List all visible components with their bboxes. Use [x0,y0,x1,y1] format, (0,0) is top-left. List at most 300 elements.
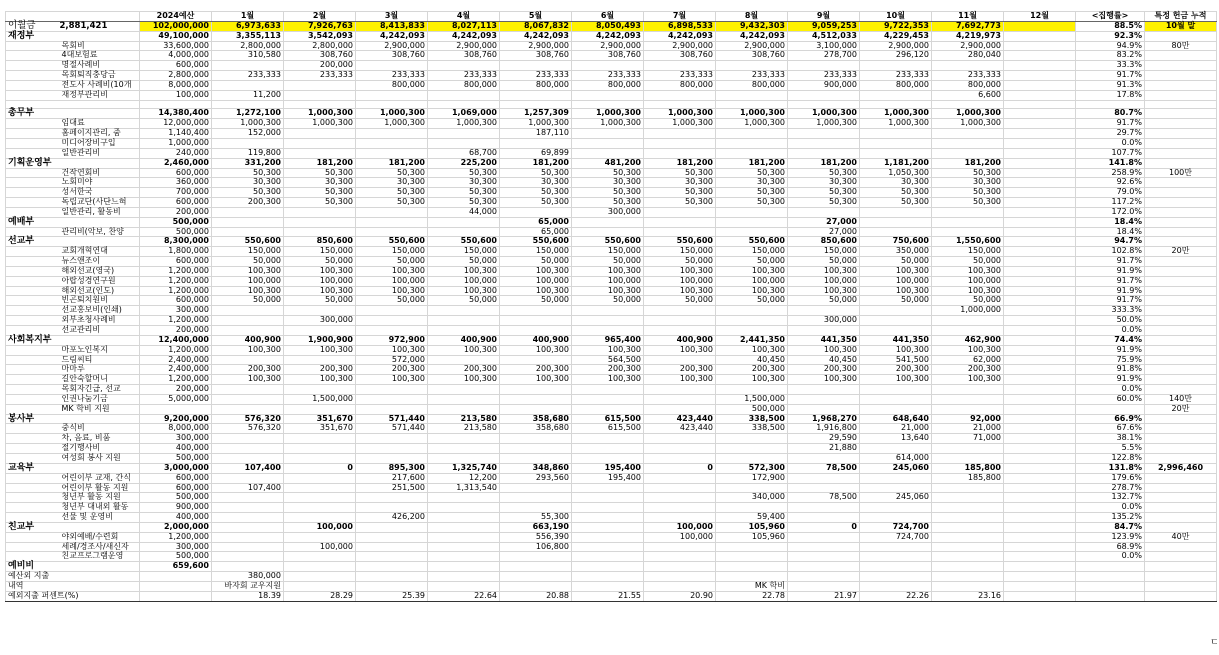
value-cell[interactable] [932,552,1004,562]
value-cell[interactable] [500,385,572,395]
value-cell[interactable] [644,493,716,503]
value-cell[interactable] [788,581,860,591]
value-cell[interactable] [284,552,356,562]
value-cell[interactable] [212,138,284,148]
value-cell[interactable]: 91.9% [1076,375,1145,385]
value-cell[interactable]: 233,333 [932,71,1004,81]
value-cell[interactable] [1145,473,1217,483]
value-cell[interactable]: 100,300 [284,375,356,385]
value-cell[interactable] [356,434,428,444]
value-cell[interactable] [1004,90,1076,100]
value-cell[interactable] [1004,355,1076,365]
value-cell[interactable]: 8,000,000 [140,80,212,90]
header-cell[interactable]: 1월 [212,12,284,22]
value-cell[interactable]: 30,300 [356,178,428,188]
value-cell[interactable]: 30,300 [716,178,788,188]
value-cell[interactable] [1145,138,1217,148]
value-cell[interactable]: 91.7% [1076,296,1145,306]
value-cell[interactable]: 50,300 [788,198,860,208]
value-cell[interactable]: 107,400 [212,463,284,473]
value-cell[interactable] [428,217,500,227]
value-cell[interactable]: 663,190 [500,522,572,532]
value-cell[interactable]: 1,000,300 [428,119,500,129]
value-cell[interactable] [1004,257,1076,267]
value-cell[interactable]: 21,000 [932,424,1004,434]
value-cell[interactable] [212,522,284,532]
value-cell[interactable] [212,385,284,395]
item-label-cell[interactable]: 차, 음료, 비품 [58,434,140,444]
value-cell[interactable]: 541,500 [860,355,932,365]
value-cell[interactable]: 66.9% [1076,414,1145,424]
value-cell[interactable]: 50,300 [788,168,860,178]
category-cell[interactable] [6,365,58,375]
value-cell[interactable] [140,591,212,601]
value-cell[interactable] [572,572,644,582]
value-cell[interactable]: 100,300 [860,345,932,355]
value-cell[interactable]: 100,000 [284,522,356,532]
value-cell[interactable]: 1,000,300 [356,119,428,129]
value-cell[interactable]: 850,600 [284,237,356,247]
value-cell[interactable] [716,148,788,158]
value-cell[interactable] [1004,532,1076,542]
value-cell[interactable]: 308,760 [428,51,500,61]
value-cell[interactable] [1145,266,1217,276]
category-cell[interactable]: 선교부 [6,237,58,247]
value-cell[interactable] [932,444,1004,454]
value-cell[interactable] [1145,31,1217,41]
value-cell[interactable]: 1,272,100 [212,109,284,119]
value-cell[interactable] [284,503,356,513]
value-cell[interactable]: 576,320 [212,424,284,434]
value-cell[interactable]: 20.90 [644,591,716,601]
value-cell[interactable]: 400,900 [644,335,716,345]
value-cell[interactable]: 135.2% [1076,513,1145,523]
item-label-cell[interactable]: 재정부관리비 [58,90,140,100]
value-cell[interactable] [860,148,932,158]
value-cell[interactable]: 78,500 [788,463,860,473]
value-cell[interactable]: 100,300 [860,266,932,276]
item-label-cell[interactable]: 2,881,421 [58,21,140,31]
value-cell[interactable]: 50,300 [428,198,500,208]
category-cell[interactable] [6,207,58,217]
category-cell[interactable]: 예외지출 퍼센트(%) [6,591,58,601]
value-cell[interactable]: 21,000 [860,424,932,434]
value-cell[interactable]: 172.0% [1076,207,1145,217]
value-cell[interactable] [1076,581,1145,591]
item-label-cell[interactable]: 어린이부 활동 지원 [58,483,140,493]
value-cell[interactable] [1004,188,1076,198]
value-cell[interactable]: 33,600,000 [140,41,212,51]
value-cell[interactable]: 185,800 [932,463,1004,473]
value-cell[interactable] [500,207,572,217]
value-cell[interactable] [1145,129,1217,139]
value-cell[interactable] [212,80,284,90]
category-cell[interactable] [6,41,58,51]
item-label-cell[interactable]: 빈곤퇴치원비 [58,296,140,306]
value-cell[interactable]: 100,300 [716,266,788,276]
value-cell[interactable] [1145,198,1217,208]
value-cell[interactable] [1145,503,1217,513]
value-cell[interactable] [1145,109,1217,119]
value-cell[interactable]: 50,300 [644,198,716,208]
value-cell[interactable]: 500,000 [140,217,212,227]
value-cell[interactable] [1004,129,1076,139]
value-cell[interactable]: 100,300 [932,266,1004,276]
value-cell[interactable] [1145,51,1217,61]
value-cell[interactable]: 100,000 [500,276,572,286]
item-label-cell[interactable] [58,522,140,532]
value-cell[interactable] [788,148,860,158]
value-cell[interactable]: 50,000 [860,296,932,306]
value-cell[interactable]: 181,200 [500,158,572,168]
value-cell[interactable] [1076,404,1145,414]
value-cell[interactable] [428,453,500,463]
value-cell[interactable] [1145,493,1217,503]
value-cell[interactable]: 100,300 [644,286,716,296]
value-cell[interactable] [1145,217,1217,227]
value-cell[interactable] [932,207,1004,217]
value-cell[interactable] [644,404,716,414]
value-cell[interactable] [644,542,716,552]
category-cell[interactable] [6,296,58,306]
value-cell[interactable] [572,503,644,513]
value-cell[interactable]: 78,500 [788,493,860,503]
value-cell[interactable]: 2,900,000 [644,41,716,51]
value-cell[interactable]: 233,333 [428,71,500,81]
value-cell[interactable]: 200,300 [644,365,716,375]
value-cell[interactable]: 1,200,000 [140,375,212,385]
value-cell[interactable] [500,483,572,493]
value-cell[interactable]: 1,500,000 [716,394,788,404]
value-cell[interactable]: 200,300 [572,365,644,375]
value-cell[interactable]: 245,060 [860,463,932,473]
value-cell[interactable]: 105,960 [716,522,788,532]
value-cell[interactable]: 100,300 [932,345,1004,355]
category-cell[interactable] [6,434,58,444]
value-cell[interactable]: 800,000 [356,80,428,90]
value-cell[interactable]: 12,400,000 [140,335,212,345]
value-cell[interactable]: 100,300 [212,345,284,355]
category-cell[interactable] [6,424,58,434]
category-cell[interactable] [6,513,58,523]
item-label-cell[interactable]: 마포노인복지 [58,345,140,355]
value-cell[interactable]: 213,580 [428,424,500,434]
value-cell[interactable] [1004,21,1076,31]
value-cell[interactable]: 181,200 [644,158,716,168]
value-cell[interactable]: 50,300 [500,198,572,208]
value-cell[interactable] [1145,90,1217,100]
value-cell[interactable]: 0 [284,463,356,473]
value-cell[interactable]: 181,200 [788,158,860,168]
value-cell[interactable]: 100,300 [716,345,788,355]
value-cell[interactable] [212,493,284,503]
value-cell[interactable] [1004,296,1076,306]
value-cell[interactable]: 1,000,300 [716,119,788,129]
value-cell[interactable]: 100,000 [788,276,860,286]
value-cell[interactable]: 423,440 [644,424,716,434]
value-cell[interactable]: 100,300 [716,286,788,296]
value-cell[interactable] [356,207,428,217]
category-cell[interactable] [6,119,58,129]
value-cell[interactable]: 91.9% [1076,266,1145,276]
value-cell[interactable]: 150,000 [212,247,284,257]
category-cell[interactable] [6,394,58,404]
value-cell[interactable] [1004,227,1076,237]
value-cell[interactable] [644,572,716,582]
value-cell[interactable]: 1,000,300 [932,119,1004,129]
value-cell[interactable]: 100,000 [428,276,500,286]
value-cell[interactable] [140,404,212,414]
value-cell[interactable]: 150,000 [716,247,788,257]
value-cell[interactable] [788,473,860,483]
value-cell[interactable] [644,394,716,404]
value-cell[interactable]: 200,300 [860,365,932,375]
value-cell[interactable]: 200,000 [140,207,212,217]
item-label-cell[interactable]: 절기행사비 [58,444,140,454]
header-cell[interactable]: 2월 [284,12,356,22]
value-cell[interactable]: 30,300 [644,178,716,188]
value-cell[interactable] [1145,434,1217,444]
value-cell[interactable]: 100,300 [788,345,860,355]
value-cell[interactable]: 40만 [1145,532,1217,542]
value-cell[interactable] [644,513,716,523]
value-cell[interactable] [644,581,716,591]
value-cell[interactable] [212,217,284,227]
value-cell[interactable] [716,385,788,395]
category-cell[interactable] [6,493,58,503]
value-cell[interactable]: 9,432,303 [716,21,788,31]
value-cell[interactable] [1145,424,1217,434]
value-cell[interactable]: 22.26 [860,591,932,601]
value-cell[interactable]: 50,300 [284,168,356,178]
category-cell[interactable] [6,483,58,493]
value-cell[interactable] [212,473,284,483]
value-cell[interactable] [1145,316,1217,326]
value-cell[interactable]: 1,000,300 [356,109,428,119]
value-cell[interactable]: 25.39 [356,591,428,601]
item-label-cell[interactable]: 여성회 봉사 지원 [58,453,140,463]
value-cell[interactable]: 18.39 [212,591,284,601]
value-cell[interactable]: 12,200 [428,473,500,483]
header-cell[interactable]: 4월 [428,12,500,22]
value-cell[interactable]: 50,300 [500,188,572,198]
value-cell[interactable]: 55,300 [500,513,572,523]
value-cell[interactable] [788,572,860,582]
value-cell[interactable]: 29,590 [788,434,860,444]
header-cell[interactable]: 12월 [1004,12,1076,22]
value-cell[interactable]: 4,219,973 [932,31,1004,41]
value-cell[interactable] [500,493,572,503]
value-cell[interactable]: 100,000 [356,276,428,286]
value-cell[interactable] [932,493,1004,503]
value-cell[interactable] [572,326,644,336]
value-cell[interactable] [428,513,500,523]
value-cell[interactable] [716,444,788,454]
value-cell[interactable] [1004,444,1076,454]
value-cell[interactable] [428,503,500,513]
value-cell[interactable] [356,552,428,562]
value-cell[interactable]: 659,600 [140,562,212,572]
category-cell[interactable] [6,247,58,257]
value-cell[interactable]: 50,300 [500,168,572,178]
value-cell[interactable]: 550,600 [500,237,572,247]
value-cell[interactable]: 181,200 [284,158,356,168]
value-cell[interactable]: 564,500 [572,355,644,365]
value-cell[interactable] [212,404,284,414]
value-cell[interactable]: 50,000 [644,257,716,267]
value-cell[interactable] [428,552,500,562]
category-cell[interactable] [6,316,58,326]
value-cell[interactable]: 4,242,093 [500,31,572,41]
value-cell[interactable]: 83.2% [1076,51,1145,61]
value-cell[interactable]: 333.3% [1076,306,1145,316]
value-cell[interactable]: 6,600 [932,90,1004,100]
value-cell[interactable]: 1,000,300 [860,109,932,119]
value-cell[interactable] [860,217,932,227]
value-cell[interactable]: 423,440 [644,414,716,424]
value-cell[interactable] [932,316,1004,326]
value-cell[interactable]: 100,000 [284,276,356,286]
value-cell[interactable] [500,138,572,148]
value-cell[interactable]: 4,242,093 [644,31,716,41]
value-cell[interactable]: 200,300 [284,365,356,375]
value-cell[interactable] [1145,227,1217,237]
value-cell[interactable] [284,80,356,90]
value-cell[interactable] [1004,414,1076,424]
category-cell[interactable] [6,276,58,286]
value-cell[interactable]: 181,200 [716,158,788,168]
value-cell[interactable] [1076,572,1145,582]
value-cell[interactable]: 358,680 [500,414,572,424]
value-cell[interactable]: 8,413,833 [356,21,428,31]
value-cell[interactable] [1004,217,1076,227]
value-cell[interactable] [644,207,716,217]
value-cell[interactable]: 119,800 [212,148,284,158]
value-cell[interactable] [572,542,644,552]
category-cell[interactable] [6,178,58,188]
value-cell[interactable]: 50,300 [932,198,1004,208]
value-cell[interactable] [1004,326,1076,336]
value-cell[interactable] [212,453,284,463]
value-cell[interactable]: 2,900,000 [428,41,500,51]
value-cell[interactable] [860,129,932,139]
value-cell[interactable] [716,138,788,148]
category-cell[interactable]: 친교부 [6,522,58,532]
category-cell[interactable] [6,198,58,208]
value-cell[interactable]: 100,300 [428,375,500,385]
value-cell[interactable] [284,148,356,158]
category-cell[interactable] [6,80,58,90]
item-label-cell[interactable]: 건작연회비 [58,168,140,178]
value-cell[interactable]: 50,300 [356,168,428,178]
value-cell[interactable]: 400,000 [140,513,212,523]
value-cell[interactable]: 91.9% [1076,286,1145,296]
value-cell[interactable]: 200,000 [140,385,212,395]
value-cell[interactable] [572,129,644,139]
value-cell[interactable]: 27,000 [788,227,860,237]
value-cell[interactable] [1004,463,1076,473]
value-cell[interactable] [572,444,644,454]
value-cell[interactable] [1004,503,1076,513]
value-cell[interactable]: 30,300 [428,178,500,188]
value-cell[interactable]: 67.6% [1076,424,1145,434]
value-cell[interactable] [788,326,860,336]
item-label-cell[interactable]: 드림씨티 [58,355,140,365]
value-cell[interactable] [1004,237,1076,247]
value-cell[interactable]: 30,300 [500,178,572,188]
value-cell[interactable]: 100,300 [716,375,788,385]
value-cell[interactable]: 462,900 [932,335,1004,345]
category-cell[interactable] [6,129,58,139]
value-cell[interactable] [1004,168,1076,178]
value-cell[interactable]: 68,700 [428,148,500,158]
value-cell[interactable]: 150,000 [932,247,1004,257]
value-cell[interactable]: 308,760 [356,51,428,61]
value-cell[interactable]: 308,760 [644,51,716,61]
value-cell[interactable]: 614,000 [860,453,932,463]
item-label-cell[interactable]: 마마루 [58,365,140,375]
header-cell[interactable]: 5월 [500,12,572,22]
value-cell[interactable]: 800,000 [860,80,932,90]
value-cell[interactable]: 296,120 [860,51,932,61]
value-cell[interactable] [1004,286,1076,296]
value-cell[interactable]: 0 [788,522,860,532]
value-cell[interactable]: 800,000 [500,80,572,90]
value-cell[interactable]: 50,000 [356,257,428,267]
value-cell[interactable]: 71,000 [932,434,1004,444]
value-cell[interactable]: 23.16 [932,591,1004,601]
value-cell[interactable] [1004,41,1076,51]
category-cell[interactable] [6,385,58,395]
value-cell[interactable]: 600,000 [140,483,212,493]
value-cell[interactable] [428,138,500,148]
value-cell[interactable]: 100,300 [572,286,644,296]
value-cell[interactable]: 17.8% [1076,90,1145,100]
value-cell[interactable]: 50,000 [860,257,932,267]
value-cell[interactable]: 50,000 [284,296,356,306]
value-cell[interactable] [1004,513,1076,523]
item-label-cell[interactable]: 중식비 [58,424,140,434]
value-cell[interactable] [1145,385,1217,395]
value-cell[interactable] [860,404,932,414]
value-cell[interactable] [1004,394,1076,404]
value-cell[interactable] [284,453,356,463]
header-cell[interactable]: 3월 [356,12,428,22]
value-cell[interactable]: 80만 [1145,41,1217,51]
value-cell[interactable] [788,207,860,217]
value-cell[interactable]: 123.9% [1076,532,1145,542]
value-cell[interactable] [572,316,644,326]
value-cell[interactable]: 141.8% [1076,158,1145,168]
value-cell[interactable] [716,306,788,316]
value-cell[interactable]: 400,000 [140,444,212,454]
value-cell[interactable] [788,562,860,572]
value-cell[interactable] [860,503,932,513]
value-cell[interactable] [644,316,716,326]
value-cell[interactable]: 972,900 [356,335,428,345]
value-cell[interactable] [572,493,644,503]
value-cell[interactable] [1145,444,1217,454]
value-cell[interactable] [572,562,644,572]
value-cell[interactable]: 300,000 [572,207,644,217]
value-cell[interactable]: 0.0% [1076,503,1145,513]
value-cell[interactable] [428,493,500,503]
value-cell[interactable]: 300,000 [284,316,356,326]
value-cell[interactable]: 600,000 [140,473,212,483]
value-cell[interactable] [1145,148,1217,158]
value-cell[interactable] [788,129,860,139]
value-cell[interactable]: 550,600 [428,237,500,247]
